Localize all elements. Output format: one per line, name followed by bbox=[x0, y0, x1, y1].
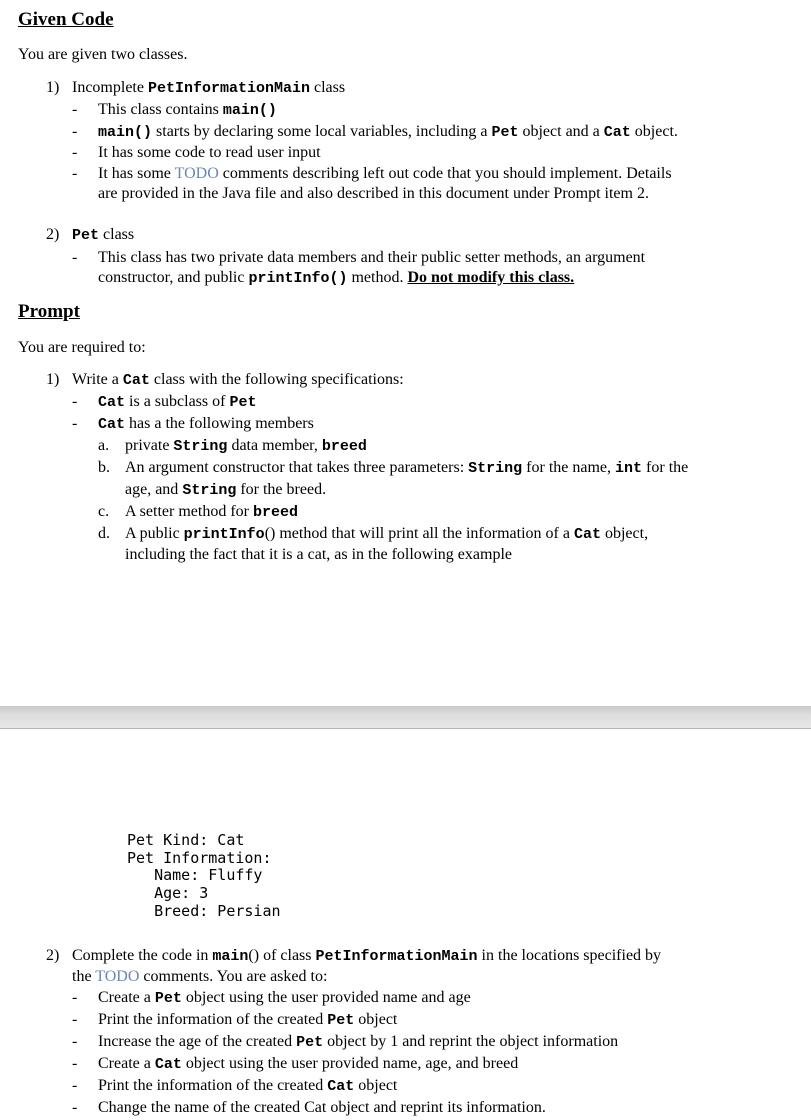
list-item: Pet class bbox=[72, 226, 135, 244]
sublist-label: b. bbox=[98, 459, 110, 476]
list-item: Incomplete PetInformationMain class bbox=[72, 79, 346, 97]
bullet-marker: - bbox=[72, 101, 78, 118]
list-item: Print the information of the created Pet object bbox=[98, 1011, 398, 1029]
list-item: This class has two private data members and their public setter methods, an argument bbox=[98, 249, 646, 266]
bullet-marker: - bbox=[72, 1011, 78, 1028]
list-item-continuation: are provided in the Java file and also described in this document under Prompt item 2. bbox=[98, 185, 649, 202]
list-item: Print the information of the created Cat object bbox=[98, 1077, 398, 1095]
console-output bbox=[127, 832, 281, 921]
page-separator-line bbox=[0, 728, 811, 729]
sublist-label: d. bbox=[98, 525, 110, 542]
list-item: Increase the age of the created Pet object by 1 and reprint the object information bbox=[98, 1033, 619, 1051]
page-separator bbox=[0, 706, 811, 728]
given-code-intro: You are given two classes. bbox=[18, 46, 188, 63]
list-item: Write a Cat class with the following specifications: bbox=[72, 371, 404, 389]
list-item: Create a Cat object using the user provided name, age, and breed bbox=[98, 1055, 519, 1073]
bullet-marker: - bbox=[72, 415, 78, 432]
bullet-marker: - bbox=[72, 989, 78, 1006]
list-item: Cat is a subclass of Pet bbox=[98, 393, 257, 411]
sublist-label: a. bbox=[98, 437, 110, 454]
list-item-continuation: including the fact that it is a cat, as in the following example bbox=[125, 546, 512, 563]
console-line: Name: Fluffy bbox=[127, 866, 263, 885]
list-item: Cat has a the following members bbox=[98, 415, 314, 433]
list-item: Complete the code in main() of class PetInformationMain in the locations specified by bbox=[72, 947, 662, 965]
list-number: 2) bbox=[46, 226, 60, 243]
bullet-marker: - bbox=[72, 123, 78, 140]
bullet-marker: - bbox=[72, 1033, 78, 1050]
prompt-intro: You are required to: bbox=[18, 339, 146, 356]
list-item: main() starts by declaring some local variables, including a Pet object and a Cat object. bbox=[98, 123, 678, 141]
list-item: A public printInfo() method that will print all the information of a Cat object, bbox=[125, 525, 649, 543]
bullet-marker: - bbox=[72, 393, 78, 410]
list-item-continuation: the TODO comments. You are asked to: bbox=[72, 968, 328, 985]
list-item: It has some code to read user input bbox=[98, 144, 321, 161]
list-item: A setter method for breed bbox=[125, 503, 298, 521]
prompt-heading: Prompt bbox=[18, 301, 80, 322]
console-line: Pet Information: bbox=[127, 848, 272, 867]
list-item: private String data member, breed bbox=[125, 437, 367, 455]
list-item-continuation: age, and String for the breed. bbox=[125, 481, 327, 499]
bullet-marker: - bbox=[72, 1077, 78, 1094]
list-number: 1) bbox=[46, 371, 60, 388]
bullet-marker: - bbox=[72, 1055, 78, 1072]
list-item: It has some TODO comments describing left out code that you should implement. Details bbox=[98, 165, 672, 182]
list-number: 1) bbox=[46, 79, 60, 96]
list-item: Create a Pet object using the user provided name and age bbox=[98, 989, 471, 1007]
list-number: 2) bbox=[46, 947, 60, 964]
console-line: Breed: Persian bbox=[127, 901, 281, 920]
bullet-marker: - bbox=[72, 249, 78, 266]
list-item: This class contains main() bbox=[98, 101, 277, 119]
list-item-continuation: constructor, and public printInfo() method. Do not modify this class. bbox=[98, 269, 575, 287]
bullet-marker: - bbox=[72, 144, 78, 161]
bullet-marker: - bbox=[72, 165, 78, 182]
bullet-marker: - bbox=[72, 1099, 78, 1116]
sublist-label: c. bbox=[98, 503, 110, 520]
list-item: Change the name of the created Cat object and reprint its information. bbox=[98, 1099, 546, 1116]
console-line: Pet Kind: Cat bbox=[127, 831, 245, 849]
list-item: An argument constructor that takes three parameters: String for the name, int for the bbox=[125, 459, 689, 477]
given-code-heading: Given Code bbox=[18, 9, 114, 30]
console-line: Age: 3 bbox=[127, 884, 209, 903]
